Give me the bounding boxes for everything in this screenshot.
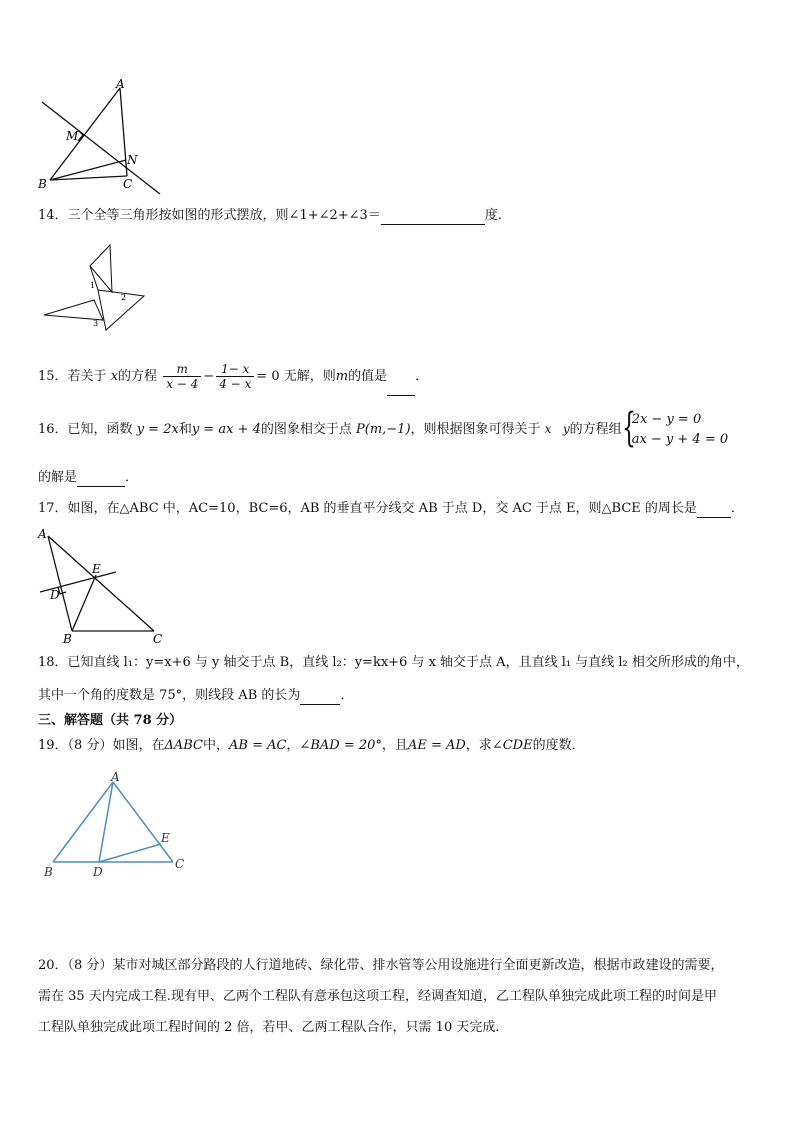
- question-17: [38, 500, 744, 518]
- q16-and: 和: [178, 422, 192, 437]
- q17-number: 17．: [38, 501, 68, 516]
- q16-mid: 的图象相交于点: [260, 422, 352, 437]
- q16-eq2: ax − y + 4 = 0: [631, 431, 729, 447]
- angle-2-label: 2: [121, 293, 127, 302]
- q19-and: ，且: [381, 738, 408, 753]
- q19-ask: ，求: [465, 738, 492, 753]
- q19-sep: ，: [286, 738, 300, 753]
- q20-line2: 需在 35 天内完成工程.现有甲、乙两个工程队有意承包这项工程，经调查知道，乙工程队单独完成此项工程的时间是甲: [38, 989, 717, 1004]
- label-B: B: [44, 865, 53, 879]
- q15-mid: 的方程: [118, 369, 158, 384]
- q15-eq: = 0 无解，则: [256, 369, 336, 384]
- q18-answer-blank[interactable]: [300, 690, 340, 705]
- question-20-line3: [38, 1019, 508, 1037]
- q16-eq1: 2x − y = 0: [631, 411, 702, 427]
- q16-end: ．: [125, 470, 139, 485]
- label-N: N: [127, 153, 138, 167]
- q19-target: ∠CDE: [491, 738, 533, 753]
- label-A: A: [111, 770, 120, 784]
- q14-number: 14．: [38, 208, 68, 223]
- label-M: M: [66, 129, 79, 143]
- label-D: D: [93, 865, 103, 879]
- q15-post: 的值是: [348, 369, 388, 384]
- q14-suffix: 度．: [484, 208, 511, 223]
- q15-var: x: [110, 369, 119, 384]
- question-20-line2: [38, 988, 717, 1006]
- q19-tri: ΔABC: [164, 738, 203, 753]
- question-20-line1: [38, 957, 723, 975]
- question-14: [38, 207, 511, 225]
- q14-text: 三个全等三角形按如图的形式摆放，则∠1+∠2+∠3＝: [67, 208, 381, 223]
- q19-end: 的度数．: [532, 738, 585, 753]
- label-B: B: [38, 177, 47, 191]
- q20-line1: （8 分）某市对城区部分路段的人行道地砖、绿化带、排水管等公用设施进行全面更新改造，根据市政建设的需要，: [67, 958, 724, 973]
- label-E: E: [92, 562, 101, 576]
- label-A: A: [116, 78, 125, 91]
- label-C: C: [153, 632, 163, 646]
- q14-answer-blank[interactable]: [381, 210, 485, 225]
- q18-end: ．: [340, 688, 354, 703]
- q15-fraction-2: $\frac{1- x}{4 - x}$: [216, 362, 254, 391]
- q18-number: 18．: [38, 655, 68, 670]
- q20-number: 20．: [38, 958, 68, 973]
- q19-number: 19．: [38, 738, 68, 753]
- section-header: 三、解答题（共 78 分）: [38, 713, 183, 728]
- q15-end: ．: [415, 369, 429, 384]
- label-B: B: [63, 632, 72, 646]
- figure-q19: [38, 768, 193, 883]
- question-18: [38, 654, 749, 672]
- question-18-line2: [38, 687, 353, 705]
- q16-mid3: 的方程组: [569, 422, 622, 437]
- label-E: E: [161, 831, 170, 845]
- q15-number: 15．: [38, 369, 68, 384]
- q18-line1: 已知直线 l₁：y=x+6 与 y 轴交于点 B，直线 l₂：y=kx+6 与 x 轴交于点 A，且直线 l₁ 与直线 l₂ 相交所形成的角中，: [67, 655, 749, 670]
- question-15: [38, 358, 428, 396]
- question-16-line2: [38, 469, 138, 487]
- question-19: [38, 737, 585, 755]
- figure-q14: [40, 240, 155, 335]
- question-16: [38, 404, 729, 452]
- q19-cond2: ∠BAD = 20°: [299, 738, 382, 753]
- q19-score: （8 分）如图，在: [67, 738, 165, 753]
- q20-line3: 工程队单独完成此项工程时间的 2 倍，若甲、乙两工程队合作，只需 10 天完成．: [38, 1020, 509, 1035]
- q16-answer-blank[interactable]: [77, 472, 125, 487]
- label-C: C: [123, 177, 133, 191]
- q17-end: ．: [730, 501, 744, 516]
- label-D: D: [50, 588, 60, 602]
- angle-3-label: 3: [93, 319, 99, 328]
- q19-cond1: AB = AC: [229, 738, 287, 753]
- figure-q17: [34, 526, 169, 646]
- label-C: C: [175, 857, 185, 871]
- q17-answer-blank[interactable]: [697, 503, 731, 518]
- q15-m: m: [335, 369, 349, 384]
- q16-number: 16．: [38, 422, 68, 437]
- label-A: A: [38, 527, 47, 541]
- angle-1-label: 1: [90, 281, 96, 290]
- q16-line2: 的解是: [38, 470, 78, 485]
- q17-text: 如图，在△ABC 中，AC=10，BC=6，AB 的垂直平分线交 AB 于点 D，交 AC 于点 E，则△BCE 的周长是: [67, 501, 697, 516]
- q16-f2: y = ax + 4: [191, 422, 261, 437]
- q15-fraction-1: $\frac{m}{x - 4}$: [163, 362, 201, 391]
- q16-xy: x y: [544, 422, 570, 436]
- figure-q13: [30, 78, 170, 196]
- q15-minus: −: [203, 369, 215, 384]
- q15-answer-blank[interactable]: [387, 381, 415, 396]
- q16-mid2: ，则根据图象可得关于: [410, 422, 541, 437]
- q19-mid: 中，: [202, 738, 229, 753]
- q16-pre: 已知，函数: [67, 422, 133, 437]
- q16-f1: y = 2x: [136, 422, 179, 437]
- q19-cond3: AE = AD: [407, 738, 466, 753]
- q16-point: P(m,−1): [356, 422, 411, 437]
- q18-line2: 其中一个角的度数是 75°，则线段 AB 的长为: [38, 688, 301, 703]
- q15-pre: 若关于: [67, 369, 107, 384]
- q16-system: { 2x − y = 0 ax − y + 4 = 0: [621, 404, 729, 451]
